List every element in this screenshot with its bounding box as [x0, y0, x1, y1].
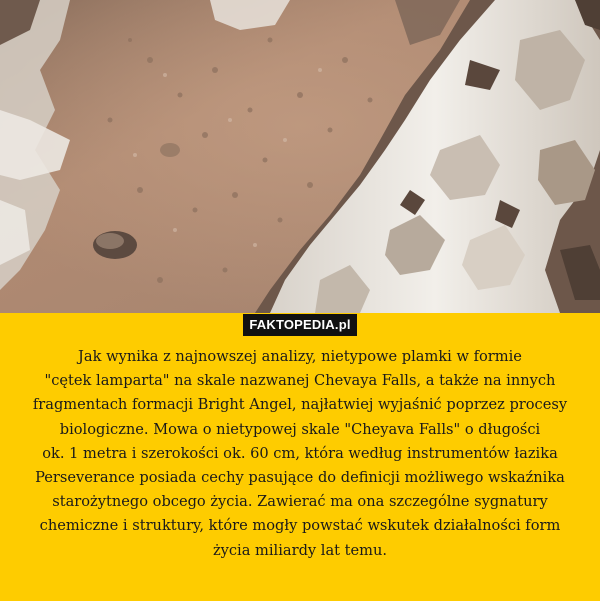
- caption-line: ok. 1 metra i szerokości ok. 60 cm, która według instrumentów łazika: [42, 444, 558, 462]
- caption-line: starożytnego obcego życia. Zawierać ma ona szczególne sygnatury: [52, 493, 548, 511]
- caption-line: życia miliardy lat temu.: [212, 541, 388, 559]
- caption-line: Perseverance posiada cechy pasujące do definicji możliwego wskaźnika: [35, 469, 565, 487]
- faktopedia-badge: FAKTOPEDIA.pl: [243, 314, 357, 336]
- caption-line: fragmentach formacji Bright Angel, najłatwiej wyjaśnić poprzez procesy: [32, 396, 568, 414]
- caption-line: "cętek lamparta" na skale nazwanej Chevaya Falls, a także na innych: [44, 372, 556, 390]
- caption-line: biologiczne. Mowa o nietypowej skale "Cheyava Falls" o długości: [59, 420, 541, 438]
- caption-line: chemiczne i struktury, które mogły powstać wskutek działalności form: [39, 517, 561, 535]
- caption-text: [8, 345, 592, 563]
- caption-line: Jak wynika z najnowszej analizy, nietypowe plamki w formie: [78, 348, 522, 365]
